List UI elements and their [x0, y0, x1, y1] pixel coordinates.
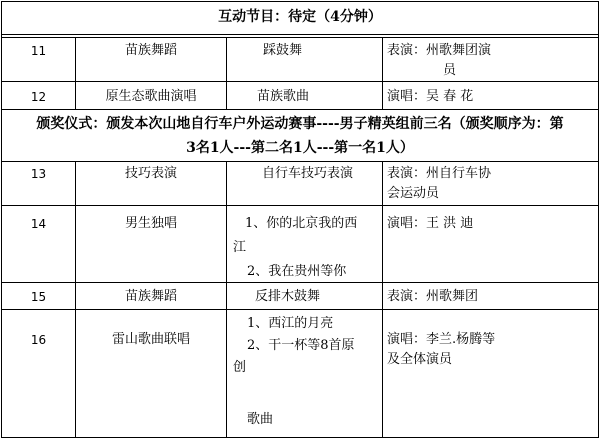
row-type: 原生态歌曲演唱 [76, 82, 227, 110]
row-number: 12 [2, 82, 76, 110]
row-type: 男生独唱 [76, 206, 227, 283]
performer-line: 表演：州歌舞团 [387, 289, 479, 304]
performer-line: 员 [443, 63, 457, 78]
table-row [2, 310, 599, 438]
row-type: 苗族舞蹈 [76, 283, 227, 310]
row-performer [383, 162, 599, 206]
performer-line: 表演：州自行车协 [387, 166, 492, 181]
row-title [227, 38, 383, 82]
performer-line: 演唱：王 洪 迪 [387, 216, 474, 231]
table-row [2, 283, 599, 310]
row-title [227, 283, 383, 310]
table-row [2, 82, 599, 110]
row-title [227, 162, 383, 206]
row-performer [383, 206, 599, 283]
interaction-title: 互动节目：待定（4分钟） [2, 2, 599, 35]
row-title [227, 310, 383, 438]
title-line: 创 [233, 360, 247, 375]
award-line: 颁奖仪式：颁发本次山地自行车户外运动赛事----男子精英组前三名（颁奖顺序为：第 [36, 116, 564, 132]
row-performer [383, 38, 599, 82]
row-title [227, 82, 383, 110]
row-number: 13 [2, 162, 76, 206]
award-line: 3名1人---第二名1人---第一名1人） [186, 140, 414, 156]
row-performer [383, 82, 599, 110]
row-number: 14 [2, 206, 76, 283]
award-ceremony [2, 110, 599, 162]
row-type: 苗族舞蹈 [76, 38, 227, 82]
row-type: 雷山歌曲联唱 [76, 310, 227, 438]
title-line: 1、西江的月亮 [247, 316, 334, 331]
title-line: 反排木鼓舞 [255, 289, 321, 304]
program-table [1, 1, 599, 438]
table-row [2, 162, 599, 206]
performer-line: 会运动员 [387, 186, 440, 201]
row-performer [383, 283, 599, 310]
row-number: 15 [2, 283, 76, 310]
row-title [227, 206, 383, 283]
performer-line: 及全体演员 [387, 352, 453, 367]
title-line: 踩鼓舞 [263, 43, 303, 58]
performer-line: 演唱：李兰.杨腾等 [387, 332, 496, 347]
row-type: 技巧表演 [76, 162, 227, 206]
performer-line: 表演：州歌舞团演 [387, 43, 492, 58]
table-row [2, 206, 599, 283]
title-line: 江 [233, 240, 247, 255]
row-performer [383, 310, 599, 438]
title-line: 歌曲 [247, 412, 274, 427]
row-number: 16 [2, 310, 76, 438]
interaction-row [2, 2, 599, 35]
table-row [2, 38, 599, 82]
award-row [2, 110, 599, 162]
title-line: 1、你的北京我的西 [245, 216, 358, 231]
performer-line: 演唱：吴 春 花 [387, 89, 474, 104]
row-number: 11 [2, 38, 76, 82]
title-line: 苗族歌曲 [257, 89, 310, 104]
title-line: 自行车技巧表演 [261, 166, 353, 181]
title-line: 2、干一杯等8首原 [247, 338, 355, 353]
title-line: 2、我在贵州等你 [247, 264, 347, 279]
